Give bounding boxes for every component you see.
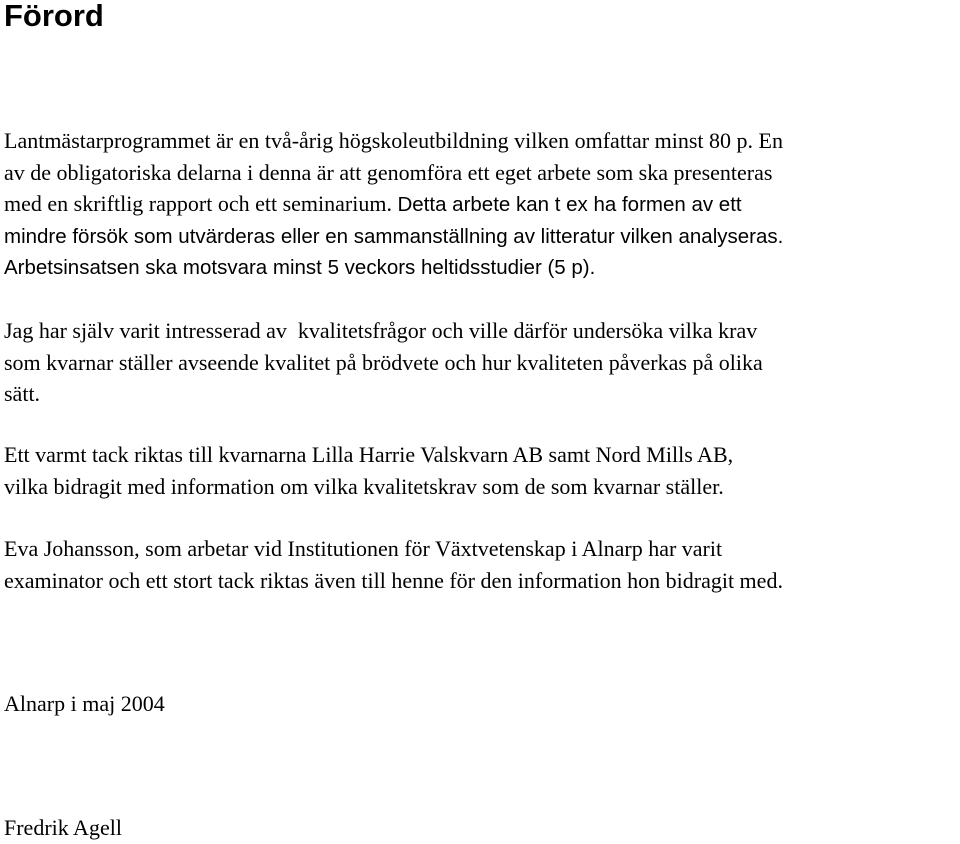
paragraph-thanks-examiner: [4, 533, 958, 596]
text-line: Lantmästarprogrammet är en två-årig högskoleutbildning vilken omfattar minst 80 p. En: [4, 128, 783, 153]
author-name: Fredrik Agell: [4, 815, 122, 840]
paragraph-interest: [4, 315, 958, 410]
text-line: [4, 188, 958, 221]
page-title: Förord: [4, 0, 104, 33]
text-segment: med en skriftlig rapport och ett seminarium.: [4, 191, 392, 216]
text-line: Eva Johansson, som arbetar vid Institutionen för Växtvetenskap i Alnarp har varit: [4, 536, 723, 561]
text-line: vilka bidragit med information om vilka kvalitetskrav som de som kvarnar ställer.: [4, 473, 724, 499]
text-line: examinator och ett stort tack riktas även till henne för den information hon bidragit med.: [4, 567, 783, 593]
paragraph-program-description: [4, 125, 958, 284]
text-line-sans: Arbetsinsatsen ska motsvara minst 5 veckors heltidsstudier (5 p).: [4, 256, 596, 279]
text-line-sans: mindre försök som utvärderas eller en sammanställning av litteratur vilken analyseras.: [4, 224, 784, 248]
text-line: sätt.: [4, 381, 41, 406]
paragraph-thanks-mills: [4, 439, 958, 502]
text-line: Jag har själv varit intresserad av kvalitetsfrågor och ville därför undersöka vilka krav: [4, 318, 758, 343]
place-date: Alnarp i maj 2004: [4, 691, 165, 716]
text-line: Ett varmt tack riktas till kvarnarna Lilla Harrie Valskvarn AB samt Nord Mills AB,: [4, 442, 734, 467]
text-line: som kvarnar ställer avseende kvalitet på brödvete och hur kvaliteten påverkas på olika: [4, 349, 763, 375]
text-line: av de obligatoriska delarna i denna är att genomföra ett eget arbete som ska presenteras: [4, 159, 773, 185]
text-segment-sans: Detta arbete kan t ex ha formen av ett: [397, 193, 742, 216]
